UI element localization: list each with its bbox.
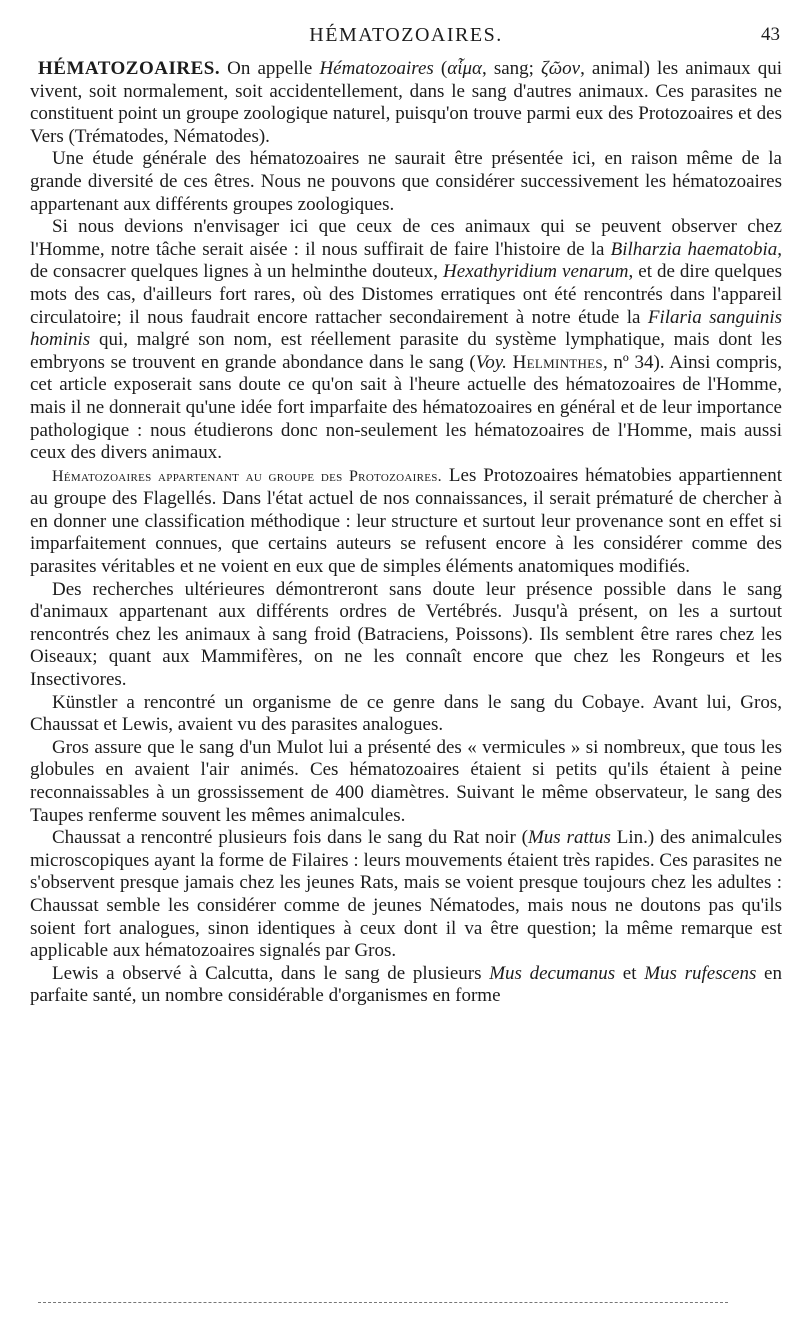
text-span: , nº 34). Ainsi compris, cet article exposerait sans doute ce qu'on sait à l'heure actuelle des hématozoaires de l'Homme, mais il ne donnerait qu'une idée fort imparfaite des hématozoaires en général et de leur importance pathologique : nous étudierons donc non-seulement les hématozoaires de l'Homme, mais aussi ceux des divers animaux. — [30, 351, 782, 464]
text-span: , sang; — [481, 58, 542, 79]
text-span: Lewis a observé à Calcutta, dans le sang de plusieurs — [52, 962, 490, 984]
text-span: ( — [433, 58, 448, 79]
footer-rule — [38, 1302, 728, 1303]
entry-heading: HÉMATOZOAIRES. — [38, 58, 221, 79]
italic-term: Hématozoaires — [319, 58, 434, 79]
text-span: en parfaite santé, un nombre considérable d'organismes en forme — [30, 962, 782, 1007]
italic-term: Voy. — [475, 351, 507, 373]
italic-term: Mus rattus — [527, 827, 611, 849]
text-span: Chaussat a rencontré plusieurs fois dans le sang du Rat noir ( — [52, 827, 528, 849]
body-text — [30, 58, 782, 1008]
paragraph-human-parasites — [30, 216, 782, 465]
text-span: Si nous devions n'envisager ici que ceux de ces animaux qui se peuvent observer chez l'Homme, notre tâche serait aisée : il nous suffirait de faire l'histoire de la — [30, 216, 782, 260]
running-title: HÉMATOZOAIRES. — [309, 24, 503, 46]
italic-term: Mus decumanus — [489, 962, 616, 984]
page-number: 43 — [761, 24, 780, 45]
text-span: On appelle — [220, 58, 320, 79]
paragraph-gros: Gros assure que le sang d'un Mulot lui a présenté des « vermicules » si nombreux, que tous les globules en avaient l'air animés. Ces hématozoaires étaient si petits qu'ils étaient à peine reconnaissables à un grossissement de 400 diamètres. Suivant le même observateur, le sang des Taupes renferme souvent les mêmes animalcules. — [30, 736, 782, 826]
page-header — [30, 24, 782, 50]
cross-reference: Helminthes — [512, 351, 603, 373]
italic-term: Filaria sanguinis hominis — [30, 306, 783, 351]
text-span: Les Protozoaires hématobies appartiennent au groupe des Flagellés. Dans l'état actuel de nos connaissances, il serait prématuré de chercher à en donner une classification méthodique : leur structure et surtout leur provenance sont en effet si imparfaitement connues, que certains auteurs se refusent encore à les considérer comme des parasites véritables et ne voient en eux que de simples éléments anatomiques modifiés. — [30, 464, 782, 578]
page — [30, 24, 782, 1008]
text-span: , animal) les animaux qui vivent, soit normalement, soit accidentellement, dans le sang d'autres animaux. Ces parasites ne constituent point un groupe zoologique naturel, puisqu'on trouve parmi eux des Protozoaires et des Vers (Trématodes, Nématodes). — [30, 58, 783, 147]
paragraph-chaussat — [30, 827, 782, 963]
section-heading: Hématozoaires appartenant au groupe des Protozoaires. — [52, 467, 442, 485]
paragraph-general-study: Une étude générale des hématozoaires ne saurait être présentée ici, en raison même de la grande diversité de ces êtres. Nous ne pouvons que considérer successivement les hématozoaires appartenant aux différents groupes zoologiques. — [30, 148, 782, 215]
paragraph-kunstler: Künstler a rencontré un organisme de ce genre dans le sang du Cobaye. Avant lui, Gros, Chaussat et Lewis, avaient vu des parasites analogues. — [30, 691, 782, 736]
paragraph-protozoa — [30, 465, 782, 579]
paragraph-research: Des recherches ultérieures démontreront sans doute leur présence possible dans le sang d'animaux appartenant aux différents ordres de Vertébrés. Jusqu'à présent, on les a surtout rencontrés chez les animaux à sang froid (Batraciens, Poissons). Ils semblent être rares chez les Oiseaux; quant aux Mammifères, on ne les connaît encore que chez les Rongeurs et les Insectivores. — [30, 578, 782, 691]
text-span: , et de dire quelques mots des cas, d'ailleurs fort rares, où des Distomes erratiques ont été rencontrés dans l'appareil circulatoire; il nous faudrait encore rattacher secondairement à notre étude la — [30, 261, 782, 328]
text-span: , de consacrer quelques lignes à un helminthe douteux, — [30, 238, 782, 283]
italic-term: Bilharzia haematobia — [610, 238, 778, 260]
greek-word: ζῶον — [541, 58, 581, 79]
greek-word: αἷμα — [447, 58, 482, 79]
text-span: qui, malgré son nom, est réellement parasite du système lymphatique, mais dont les embryons se trouvent en grande abondance dans le sang ( — [30, 329, 782, 373]
text-span: Lin.) des animalcules microscopiques ayant la forme de Filaires : leurs mouvements étaient très rapides. Ces parasites ne s'observent presque jamais chez les jeunes Rats, mais se voient presque toujours chez les adultes : Chaussat semble les considérer comme de jeunes Nématodes, mais nous ne doutons pas qu'ils soient fort analogues, sinon identiques à ceux dont il va être question; la même remarque est applicable aux hématozoaires signalés par Gros. — [30, 827, 783, 962]
italic-term: Mus rufescens — [644, 962, 757, 984]
paragraph-lewis — [30, 963, 782, 1008]
text-span: et — [615, 962, 645, 984]
italic-term: Hexathyridium venarum — [443, 261, 629, 283]
paragraph-definition — [30, 58, 782, 148]
